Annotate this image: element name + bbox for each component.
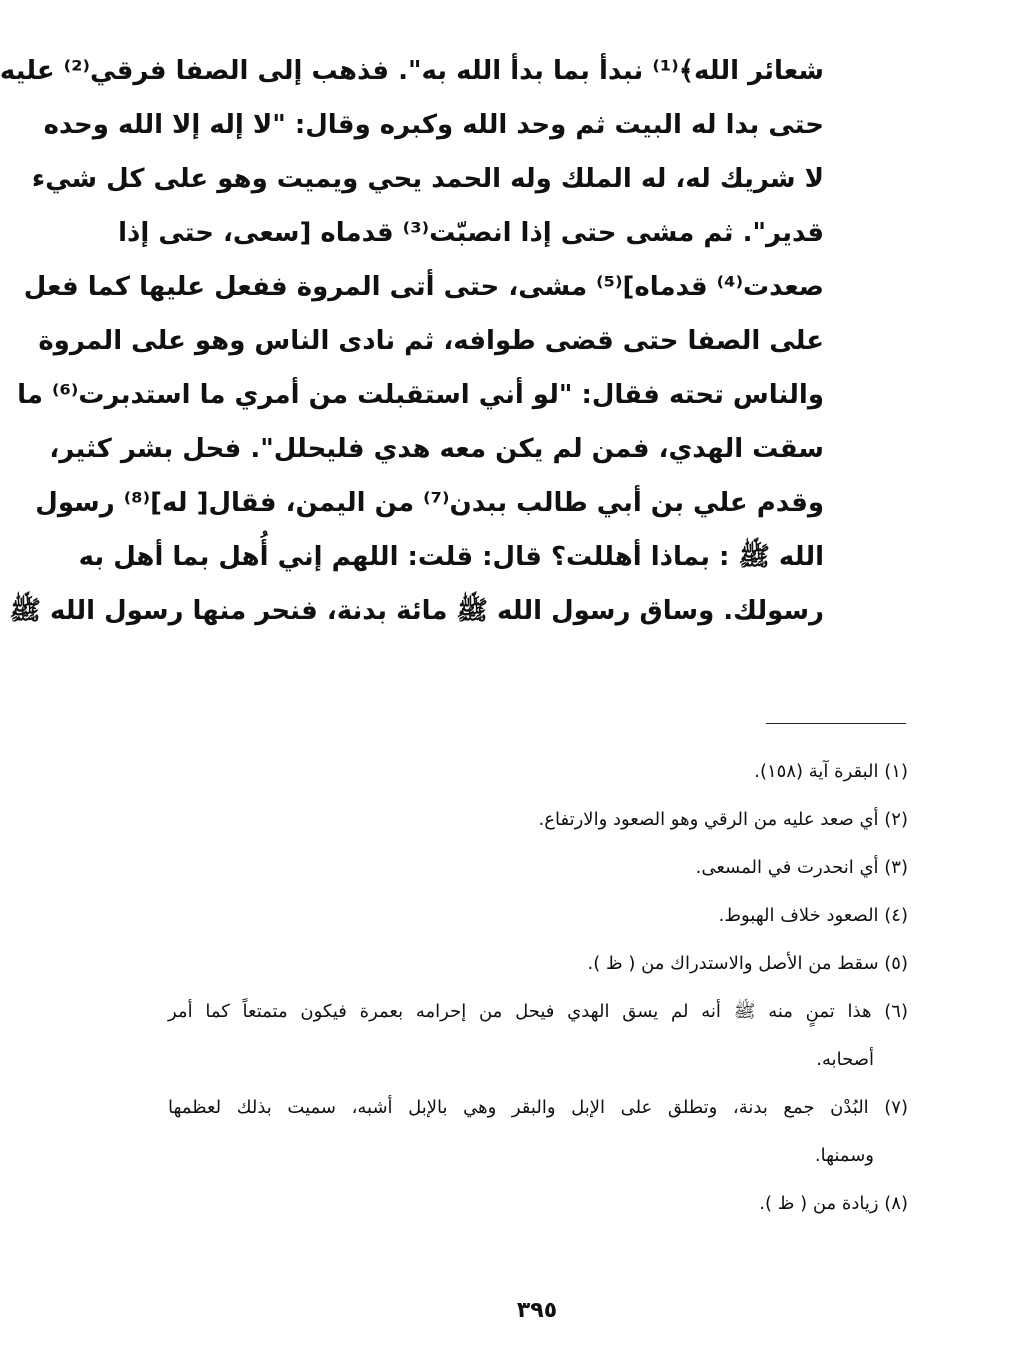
main-text-line: على الصفا حتى قضى طوافه، ثم نادى الناس وهو على المروة: [38, 326, 824, 356]
main-text-line: حتى بدا له البيت ثم وحد الله وكبره وقال: "لا إله إلا الله وحده: [43, 110, 824, 140]
page-number: ٣٩٥: [516, 1298, 558, 1323]
footnote-4: (٤) الصعود خلاف الهبوط.: [718, 905, 908, 926]
footnote-6: (٦) هذا تمنٍ منه ﷺ أنه لم يسق الهدي فيحل من إحرامه بعمرة فيكون متمتعاً كما أمر: [168, 1001, 908, 1022]
main-text-line: سقت الهدي، فمن لم يكن معه هدي فليحلل". فحل بشر كثير،: [49, 434, 824, 464]
footnote-5: (٥) سقط من الأصل والاستدراك من ( ظ ).: [587, 953, 908, 974]
footnote-3: (٣) أي انحدرت في المسعى.: [695, 857, 908, 878]
footnote-1: (١) البقرة آية (١٥٨).: [754, 761, 908, 782]
main-text-line: صعدت⁽⁴⁾ قدماه]⁽⁵⁾ مشى، حتى أتى المروة ففعل عليها كما فعل: [23, 272, 824, 302]
main-text-line: قدير". ثم مشى حتى إذا انصبّت⁽³⁾ قدماه [سعى، حتى إذا: [118, 218, 824, 248]
footnotes-block: [168, 748, 908, 1228]
main-text-line: رسولك. وساق رسول الله ﷺ مائة بدنة، فنحر منها رسول الله ﷺ: [9, 596, 824, 626]
footnote-7-continuation: وسمنها.: [814, 1145, 874, 1166]
main-text-block: [0, 44, 824, 638]
footnote-8: (٨) زيادة من ( ظ ).: [759, 1193, 908, 1214]
footnote-2: (٢) أي صعد عليه من الرقي وهو الصعود والارتفاع.: [538, 809, 908, 830]
main-text-line: شعائر الله﴾⁽¹⁾ نبدأ بما بدأ الله به". فذهب إلى الصفا فرقي⁽²⁾ عليه: [0, 56, 824, 86]
footnote-separator: [766, 723, 906, 724]
main-text-line: لا شريك له، له الملك وله الحمد يحي ويميت وهو على كل شيء: [31, 164, 824, 194]
footnote-6-continuation: أصحابه.: [816, 1049, 874, 1070]
main-text-line: وقدم علي بن أبي طالب ببدن⁽⁷⁾ من اليمن، فقال[ له]⁽⁸⁾ رسول: [35, 488, 824, 518]
main-text-line: والناس تحته فقال: "لو أني استقبلت من أمري ما استدبرت⁽⁶⁾ ما: [17, 380, 824, 410]
main-text-line: الله ﷺ : بماذا أهللت؟ قال: قلت: اللهم إني أُهل بما أهل به: [78, 542, 824, 572]
footnote-7: (٧) البُدْن جمع بدنة، وتطلق على الإبل والبقر وهي بالإبل أشبه، سميت بذلك لعظمها: [168, 1097, 908, 1118]
